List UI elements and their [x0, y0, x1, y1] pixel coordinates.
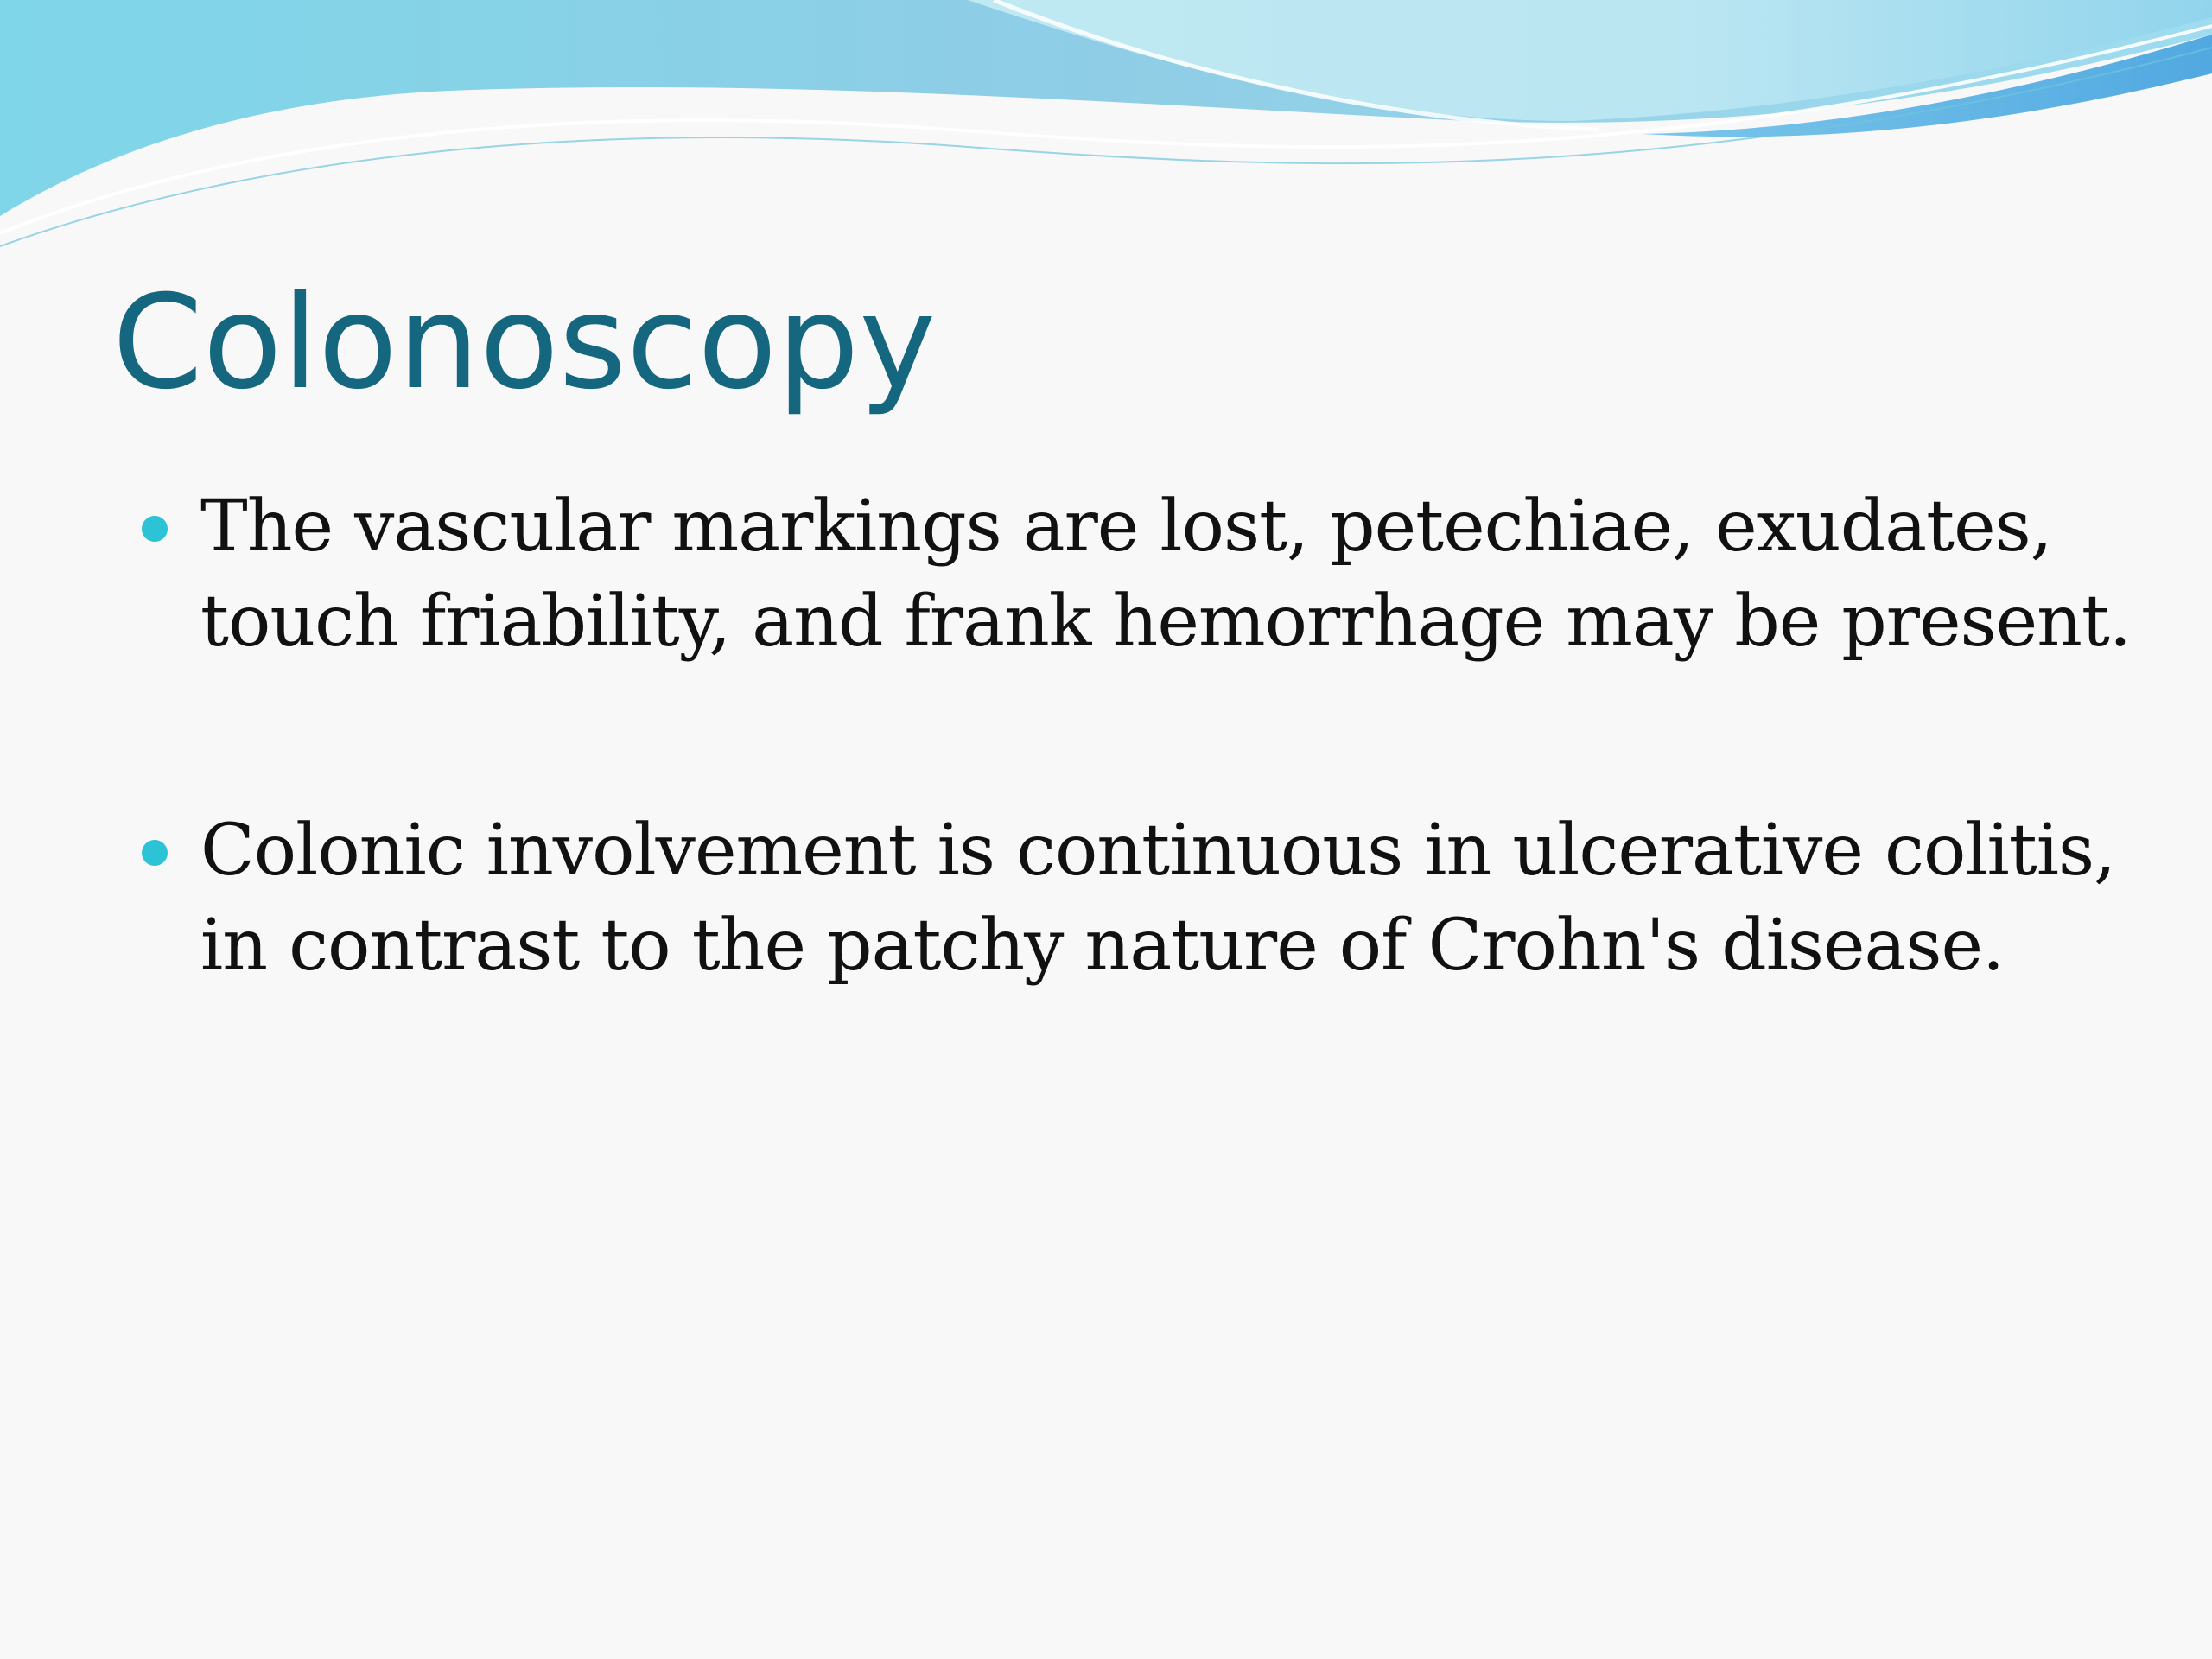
bullet-text: The vascular markings are lost, petechiae, exudates, touch friability, and frank hemorrhage may be present. [200, 486, 2131, 663]
bullet-dot-icon [142, 840, 168, 866]
bullet-text: Colonic involvement is continuous in ulcerative colitis, in contrast to the patchy nature of Crohn's disease. [200, 810, 2116, 987]
bullet-list [130, 480, 2169, 1128]
slide-title: Colonoscopy [112, 268, 937, 418]
list-item [130, 804, 2169, 994]
list-item [130, 480, 2169, 670]
bullet-dot-icon [142, 516, 168, 542]
wave-header-decoration [0, 0, 2212, 259]
